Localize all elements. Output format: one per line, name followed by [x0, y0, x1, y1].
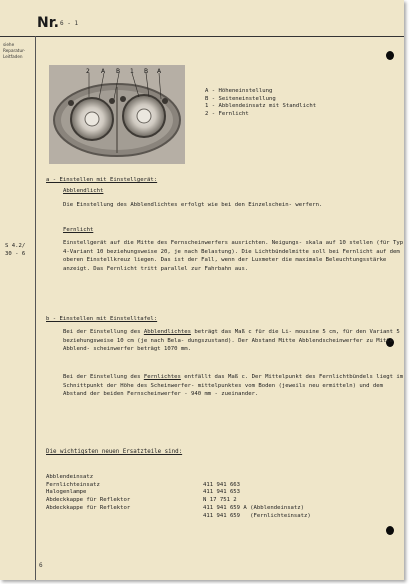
binder-hole-top — [386, 51, 394, 60]
side-note: siehe Reparatur-Leitfaden — [3, 42, 26, 59]
fernlicht-text: Einstellgerät auf die Mitte des Fernscheinwerfers ausrichten. Neigungs- skala auf 10 stellen (für Typ 4-Variant 10 beziehungsweise 20, je nach Belastung). Die Lichtbündelmitte soll bei Fernlicht auf dem oberen Einstellkreuz liegen. Das ist der Fall, wenn der Luxmeter die maximale Beleuchtungsstärke anzeigt. Das Fernlicht tritt parallel zur Fahrbahn aus. — [63, 240, 404, 272]
header-label: Nr. — [37, 15, 59, 31]
callout-label: B — [116, 68, 121, 75]
header-divider — [0, 36, 404, 37]
abblendlicht-title: Abblendlicht — [63, 188, 104, 194]
part-name: Abblendeinsatz — [46, 473, 94, 480]
part-name: Halogenlampe — [46, 489, 87, 496]
part-name: Abdeckkappe für Reflektor — [46, 497, 131, 504]
binder-hole-bottom — [386, 526, 394, 535]
parts-list — [46, 466, 311, 519]
section-a-heading: a - Einstellen mit Einstellgerät: — [46, 177, 158, 183]
headlamp-photo — [49, 65, 185, 164]
fernlicht-title: Fernlicht — [63, 227, 94, 233]
part-number: 411 941 653 — [203, 489, 241, 496]
section-b-paragraph-1: Bei der Einstellung des Abblendlichtes beträgt das Maß c für die Li- mousine 5 cm, für den Variant 5 beziehungsweise 10 cm (je nach Bela- dungszustand). Der Abstand Mitte Abblendscheinwerfer zu Mitte Abblend- scheinwerfer beträgt 1070 mm. — [63, 329, 400, 353]
legend-item: B - Seiteneinstellung — [205, 95, 276, 102]
callout-label: A — [101, 68, 106, 75]
margin-reference: S 4.2/ 30 - 6 — [5, 243, 26, 257]
callout-label: 2 — [86, 68, 90, 75]
callout-label: B — [144, 68, 149, 75]
legend-item: 2 - Fernlicht — [205, 110, 249, 117]
figure-legend — [205, 88, 316, 118]
parts-title: Die wichtigsten neuen Ersatzteile sind: — [46, 449, 183, 455]
callout-label: A — [157, 68, 162, 75]
part-number: N 17 751 2 — [203, 497, 237, 504]
page-number: 6 — [39, 562, 43, 569]
part-number: 411 941 659 (Fernlichteinsatz) — [203, 512, 311, 519]
part-number: 411 941 659 A (Abblendeinsatz) — [203, 504, 305, 511]
part-name: Fernlichteinsatz — [46, 481, 100, 488]
legend-item: A - Höheneinstellung — [205, 88, 273, 94]
callout-label: 1 — [130, 68, 134, 75]
part-number: 411 941 663 — [203, 481, 241, 488]
section-b-paragraph-2: Bei der Einstellung des Fernlichtes entfällt das Maß c. Der Mittelpunkt des Fernlichtbündels liegt im Schnittpunkt der Höhe des Scheinwerfer- mittelpunktes vom Boden (jeweils neu ermitteln) und dem Abstand der beiden Fernscheinwerfer - 940 mm - zueinander. — [63, 374, 404, 398]
header-number: 6 - 1 — [60, 20, 79, 27]
legend-item: 1 - Abblendeinsatz mit Standlicht — [205, 103, 317, 109]
margin-divider — [35, 36, 36, 580]
section-b-heading: b - Einstellen mit Einstelltafel: — [46, 316, 158, 322]
abblendlicht-text: Die Einstellung des Abblendlichtes erfolgt wie bei den Einzelschein- werfern. — [63, 202, 323, 208]
part-name: Abdeckkappe für Reflektor — [46, 504, 131, 511]
